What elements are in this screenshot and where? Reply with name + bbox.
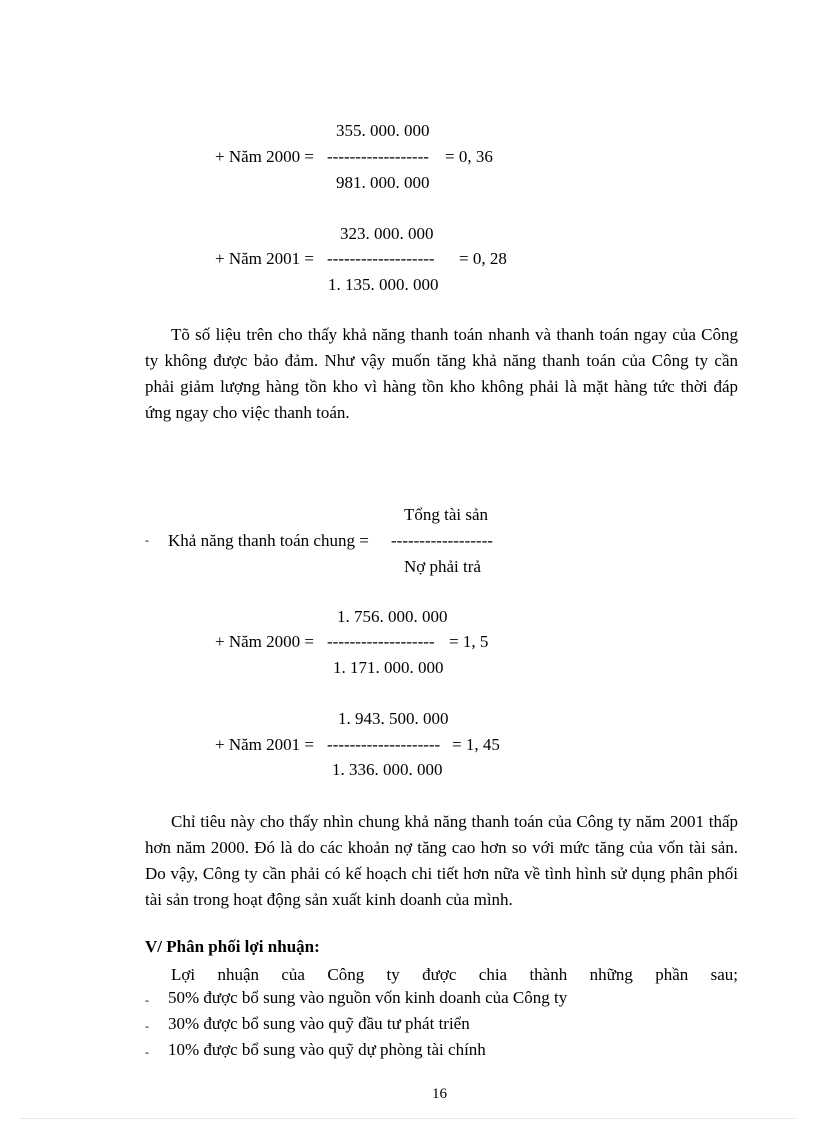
quick-2001-fraction-bar: -------------------: [327, 249, 435, 268]
paragraph-quick-ratio-comment: Tõ số liệu trên cho thấy khả năng thanh toán nhanh và thanh toán ngay của Công ty không được bảo đảm. Như vậy muốn tăng khả năng thanh toán của Công ty cần phải giảm lượng hàng tồn kho vì hàng tồn kho không phải là mặt hàng tức thời đáp ứng ngay cho việc thanh toán.: [145, 325, 738, 422]
general-formula-fraction-bar: ------------------: [391, 531, 493, 550]
general-formula-denominator: Nợ phải trả: [404, 557, 481, 576]
general-2000-result: = 1, 5: [449, 632, 489, 651]
bullet-dash: -: [145, 1045, 149, 1059]
general-2001-fraction-bar: --------------------: [327, 735, 441, 754]
general-2001-numerator: 1. 943. 500. 000: [338, 709, 449, 728]
quick-2001-result: = 0, 28: [459, 249, 507, 268]
general-formula-numerator: Tổng tài sản: [404, 505, 489, 524]
general-2001-label: + Năm 2001 =: [215, 735, 314, 754]
quick-2000-result: = 0, 36: [445, 147, 493, 166]
section-intro: Lợi nhuận của Công ty được chia thành những phần sau;: [171, 965, 738, 984]
list-item: 50% được bổ sung vào nguồn vốn kinh doanh của Công ty: [168, 988, 568, 1007]
quick-2001-denominator: 1. 135. 000. 000: [328, 275, 439, 294]
quick-2001-numerator: 323. 000. 000: [340, 224, 434, 243]
list-item: 10% được bổ sung vào quỹ dự phòng tài chính: [168, 1040, 486, 1059]
general-2000-denominator: 1. 171. 000. 000: [333, 658, 444, 677]
general-2001-denominator: 1. 336. 000. 000: [332, 760, 443, 779]
footer-divider: [20, 1118, 796, 1119]
quick-2000-label: + Năm 2000 =: [215, 147, 314, 166]
quick-2000-denominator: 981. 000. 000: [336, 173, 430, 192]
list-item: 30% được bổ sung vào quỹ đầu tư phát triển: [168, 1014, 470, 1033]
quick-2000-numerator: 355. 000. 000: [336, 121, 430, 140]
quick-2000-fraction-bar: ------------------: [327, 147, 429, 166]
general-2001-result: = 1, 45: [452, 735, 500, 754]
paragraph-general-ratio-comment: Chỉ tiêu này cho thấy nhìn chung khả năng thanh toán của Công ty năm 2001 thấp hơn năm 2000. Đó là do các khoản nợ tăng cao hơn so với mức tăng của vốn tài sản. Do vậy, Công ty cần phải có kế hoạch chi tiết hơn nữa về tình hình sử dụng phân phối tài sản trong hoạt động sản xuất kinh doanh của mình.: [145, 812, 738, 909]
page-number: 16: [432, 1086, 447, 1102]
bullet-dash: -: [145, 533, 149, 547]
section-heading: V/ Phân phối lợi nhuận:: [145, 937, 320, 956]
bullet-dash: -: [145, 1019, 149, 1033]
general-formula-label: Khả năng thanh toán chung =: [168, 531, 369, 550]
general-2000-label: + Năm 2000 =: [215, 632, 314, 651]
general-2000-numerator: 1. 756. 000. 000: [337, 607, 448, 626]
bullet-dash: -: [145, 993, 149, 1007]
quick-2001-label: + Năm 2001 =: [215, 249, 314, 268]
general-2000-fraction-bar: -------------------: [327, 632, 435, 651]
